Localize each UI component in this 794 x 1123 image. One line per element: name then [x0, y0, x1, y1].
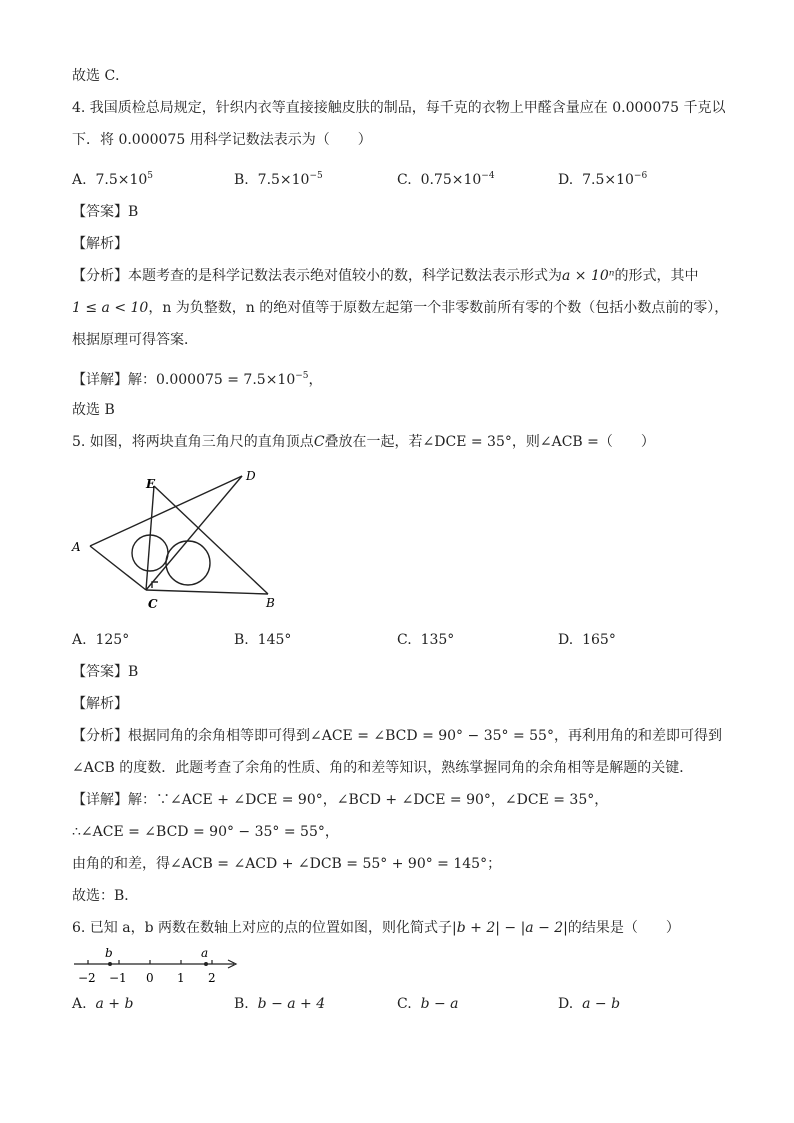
- q5-analysis-line-1: 【分析】根据同角的余角相等即可得到∠ACE = ∠BCD = 90° − 35° = 55°，再利用角的和差即可得到: [72, 728, 722, 744]
- label-d: D: [246, 469, 256, 483]
- q4-analysis-line-1: 【分析】本题考查的是科学记数法表示绝对值较小的数，科学记数法表示形式为a × 10ⁿ的形式，其中: [72, 268, 699, 284]
- tick-label-neg1: −1: [109, 971, 127, 985]
- q5-option-a[interactable]: A. 125°: [72, 632, 130, 648]
- abs-expression: |b + 2| − |a − 2|: [452, 920, 568, 936]
- q4-detail-line: 【详解】解：$0.000075 = 7.5\times 10^{-5}$，: [72, 371, 323, 388]
- q4-stem-line-1: 4. 我国质检总局规定，针织内衣等直接接触皮肤的制品，每千克的衣物上甲醛含量应在 0.000075 千克以: [72, 100, 726, 116]
- q5-stem-line: 5. 如图，将两块直角三角尺的直角顶点C叠放在一起，若∠DCE = 35°，则∠ACB =（ ）: [72, 434, 655, 450]
- q6-option-d[interactable]: D. a − b: [558, 996, 621, 1012]
- q4-option-b[interactable]: B. $7.5\times 10^{-5}$: [234, 171, 323, 188]
- label-point-a: a: [201, 946, 209, 960]
- q4-option-d[interactable]: D. $7.5\times 10^{-6}$: [558, 171, 648, 188]
- segment-ac: [90, 546, 146, 590]
- q5-detail-line-3: 由角的和差，得∠ACB = ∠ACD + ∠DCB = 55° + 90° = 145°；: [72, 856, 502, 872]
- q5-option-b[interactable]: B. 145°: [234, 632, 292, 648]
- sci-notation-form: a × 10ⁿ: [562, 268, 615, 284]
- label-c: C: [148, 597, 158, 611]
- angle-mark-circle-right: [166, 541, 210, 585]
- q4-stem-line-2: 下．将 0.000075 用科学记数法表示为（ ）: [72, 132, 372, 148]
- tick-label-0: 0: [146, 971, 154, 985]
- q4-analysis-line-3: 根据原理可得答案．: [72, 332, 198, 348]
- q4-analysis-line-2: 1 ≤ a < 10，n 为负整数，n 的绝对值等于原数左起第一个非零数前所有零的个数（包括小数点前的零），: [72, 300, 729, 316]
- q6-option-a[interactable]: A. a + b: [72, 996, 134, 1012]
- label-point-b: b: [105, 946, 113, 960]
- segment-dc: [146, 476, 242, 590]
- q3-choose-line: 故选 C．: [72, 68, 130, 84]
- range-expression: 1 ≤ a < 10: [72, 300, 149, 316]
- q6-stem-line: 6. 已知 a，b 两数在数轴上对应的点的位置如图，则化简式子|b + 2| − |a − 2|的结果是（ ）: [72, 920, 680, 936]
- q4-detail-equation: 0.000075 = 7.5×10: [156, 372, 296, 388]
- q5-option-d[interactable]: D. 165°: [558, 632, 616, 648]
- right-angle-mark: [152, 582, 158, 588]
- q4-choose-line: 故选 B: [72, 402, 115, 418]
- label-e: E: [146, 477, 156, 491]
- segment-ec: [146, 486, 154, 590]
- q5-jiexi-heading: 【解析】: [72, 696, 128, 712]
- point-b: [108, 962, 112, 966]
- tick-label-1: 1: [177, 971, 185, 985]
- q5-answer: 【答案】B: [72, 664, 139, 680]
- segment-ad: [90, 476, 242, 546]
- segment-cb: [146, 590, 268, 594]
- q6-option-b[interactable]: B. b − a + 4: [234, 996, 326, 1012]
- q4-answer: 【答案】B: [72, 204, 139, 220]
- q5-choose-line: 故选：B．: [72, 888, 139, 904]
- label-b: B: [266, 596, 275, 610]
- q5-triangle-figure: [70, 466, 290, 616]
- q4-option-c[interactable]: C. $0.75\times 10^{-4}$: [397, 171, 495, 188]
- q5-option-c[interactable]: C. 135°: [397, 632, 455, 648]
- q6-option-c[interactable]: C. b − a: [397, 996, 459, 1012]
- q4-option-a[interactable]: A. $7.5\times 10^5$: [72, 171, 154, 188]
- q5-detail-line-1: 【详解】解：∵∠ACE + ∠DCE = 90°，∠BCD + ∠DCE = 90°，∠DCE = 35°，: [72, 792, 609, 808]
- label-a: A: [72, 540, 81, 554]
- q5-detail-line-2: ∴∠ACE = ∠BCD = 90° − 35° = 55°，: [72, 824, 339, 840]
- point-a: [204, 962, 208, 966]
- q5-analysis-line-2: ∠ACB 的度数．此题考查了余角的性质、角的和差等知识，熟练掌握同角的余角相等是解题的关键．: [72, 760, 694, 776]
- tick-label-neg2: −2: [78, 971, 96, 985]
- q6-number-line: [70, 944, 250, 988]
- q4-jiexi-heading: 【解析】: [72, 236, 128, 252]
- tick-label-2: 2: [208, 971, 216, 985]
